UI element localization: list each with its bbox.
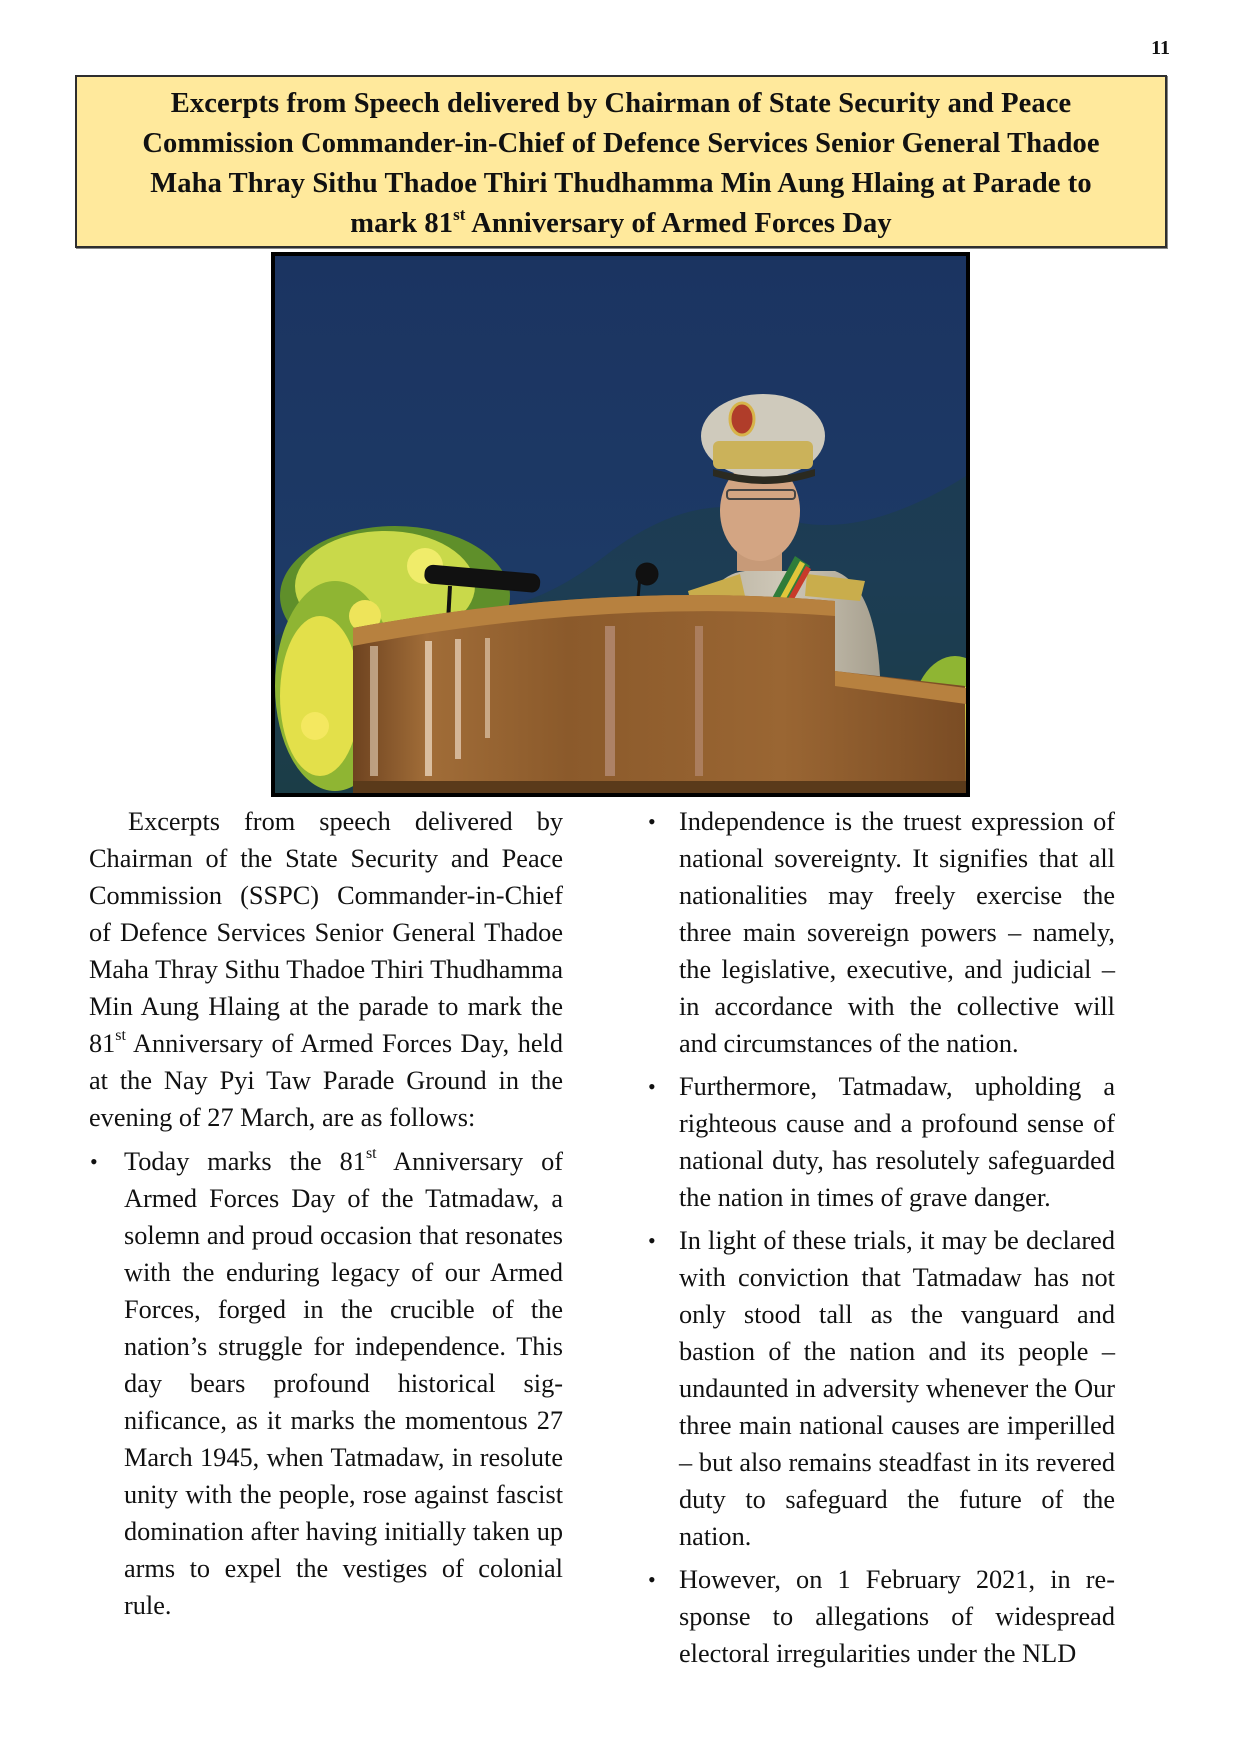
title-line-3: Maha Thray Sithu Thadoe Thiri Thudhamma Min Aung Hlaing at Parade to xyxy=(150,168,1092,199)
list-item xyxy=(647,1561,1115,1672)
intro-paragraph xyxy=(89,803,563,1136)
page-number: 11 xyxy=(1151,37,1170,59)
bullet-text: In light of these trials, it may be declared with conviction that Tatmadaw has not only stood tall as the vanguard and bastion of the nation and its people – undaunted in adversity whenever the Our three main national causes are imperilled – but also remains steadfast in its revered duty to safeguard the future of the nation. xyxy=(679,1226,1115,1551)
bullet-text: However, on 1 February 2021, in response to allegations of widespread electoral irregularities under the NLD xyxy=(679,1565,1115,1668)
bullet-text: Furthermore, Tatmadaw, upholding a righteous cause and a profound sense of national duty, has resolutely safeguarded the nation in times of grave danger. xyxy=(679,1072,1115,1212)
right-bullet-list xyxy=(647,803,1115,1672)
intro-text-part1: Excerpts from speech delivered by Chairman of the State Security and Peace Commission (SSPC) Commander-in-Chief of Defence Services Senior General Thadoe Maha Thray Sithu Thadoe Thiri Thudhamma Min Aung Hlaing at the parade to mark the 81 xyxy=(89,807,563,1058)
title-line-1: Excerpts from Speech delivered by Chairman of State Security and Peace xyxy=(170,88,1072,119)
bullet-icon: • xyxy=(648,1228,656,1253)
list-item xyxy=(89,1143,563,1624)
title-ordinal-suffix: st xyxy=(453,204,466,224)
list-item xyxy=(647,803,1115,1062)
bullet-ordinal-suffix: st xyxy=(365,1145,377,1163)
article-title-box xyxy=(75,75,1167,248)
bullet-icon: • xyxy=(90,1149,98,1174)
bullet-icon: • xyxy=(648,1074,656,1099)
list-item xyxy=(647,1222,1115,1555)
speech-photo xyxy=(271,252,970,797)
article-title xyxy=(77,77,1165,244)
list-item xyxy=(647,1068,1115,1216)
bullet-text-part2: Anniversary of Armed Forces Day of the Tatmadaw, a solemn and proud occasion that resonates with the enduring legacy of our Armed Forces, forged in the crucible of the nation’s struggle for independence. This day bears profound historical significance, as it marks the momentous 27 March 1945, when Tatmadaw, in resolute unity with the people, rose against fascist domination after having initially taken up arms to expel the vestiges of colonial rule. xyxy=(124,1147,563,1620)
title-line-2: Commission Commander-in-Chief of Defence Services Senior General Thadoe xyxy=(142,128,1100,159)
bullet-icon: • xyxy=(648,809,656,834)
intro-ordinal-suffix: st xyxy=(115,1027,126,1045)
bullet-text-part1: Today marks the 81 xyxy=(124,1147,366,1176)
bullet-text: Independence is the truest expression of national sovereignty. It signifies that all nationalities may freely exercise the three main sovereign powers – namely, the legislative, executive, and judicial – in accordance with the collective will and circumstances of the nation. xyxy=(679,807,1115,1058)
left-column xyxy=(89,803,563,1630)
title-line-4-pre: mark 81 xyxy=(350,208,454,239)
bullet-icon: • xyxy=(648,1567,656,1592)
title-line-4-post: Anniversary of Armed Forces Day xyxy=(465,208,892,239)
right-column xyxy=(647,803,1115,1678)
left-bullet-list xyxy=(89,1143,563,1624)
intro-text-part2: Anniversary of Armed Forces Day, held at the Nay Pyi Taw Parade Ground in the evening of 27 March, are as follows: xyxy=(89,1029,563,1132)
speaker-at-podium-image xyxy=(275,256,966,793)
